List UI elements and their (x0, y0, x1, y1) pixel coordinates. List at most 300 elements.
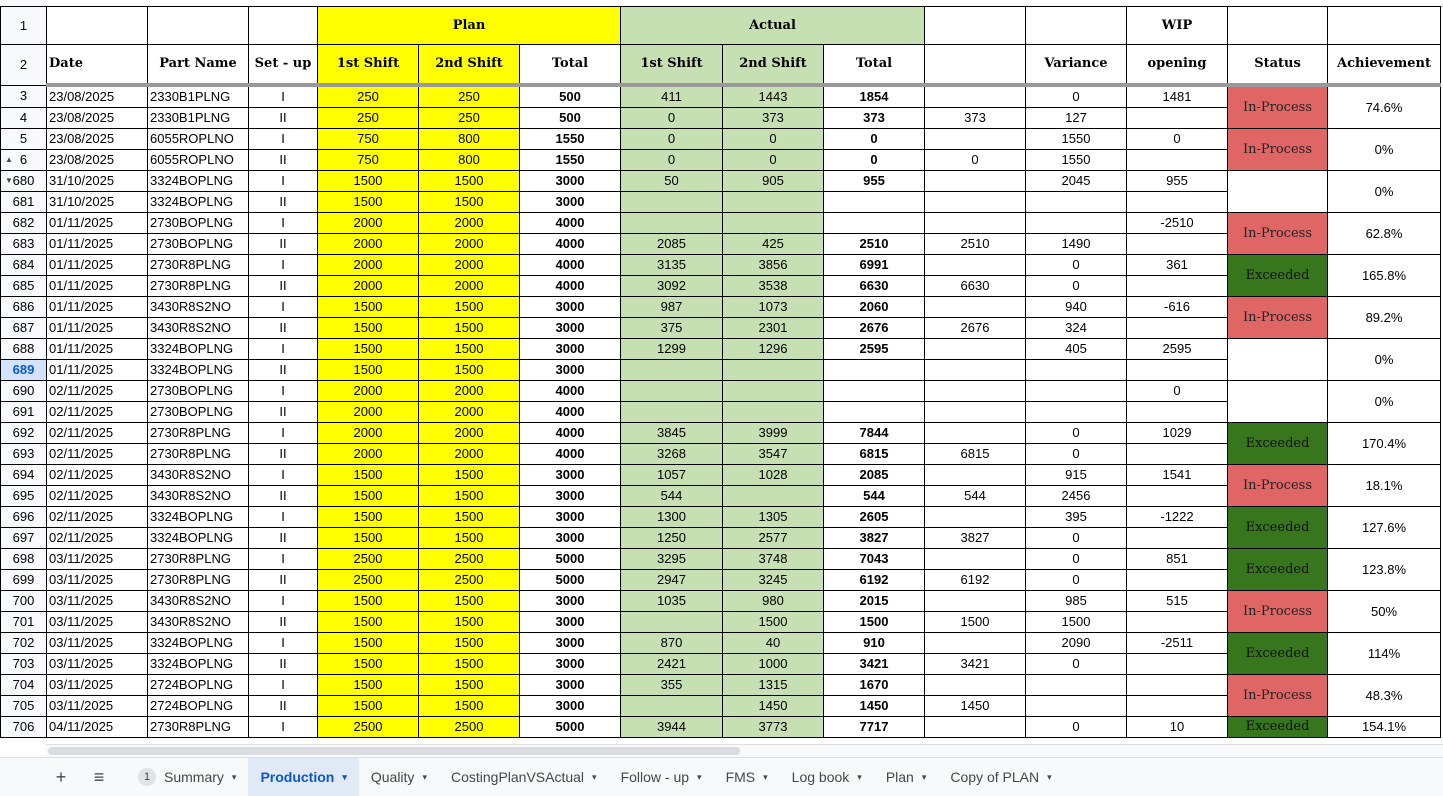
plan-1st-shift-cell[interactable]: 2500 (318, 570, 419, 591)
second-shift-total-cell[interactable]: 3827 (925, 528, 1026, 549)
variance-cell[interactable]: 0 (1026, 276, 1127, 297)
plan-2nd-shift-cell[interactable]: 1500 (419, 486, 520, 507)
actual-total-cell[interactable]: 0 (824, 129, 925, 150)
actual-2nd-shift-cell[interactable] (723, 486, 824, 507)
wip-opening-cell[interactable] (1127, 234, 1228, 255)
actual-2nd-shift-cell[interactable] (723, 360, 824, 381)
row-header[interactable] (1, 507, 47, 528)
plan-2nd-shift-cell[interactable]: 2000 (419, 381, 520, 402)
plan-1st-shift-cell[interactable]: 2000 (318, 213, 419, 234)
part-name-cell[interactable]: 3430R8S2NO (148, 591, 249, 612)
plan-2nd-shift-cell[interactable]: 800 (419, 129, 520, 150)
plan-2nd-shift-cell[interactable]: 1500 (419, 696, 520, 717)
date-cell[interactable]: 02/11/2025 (47, 486, 148, 507)
tab-dropdown-caret-icon[interactable]: ▾ (231, 771, 237, 782)
actual-2nd-shift-cell[interactable]: 905 (723, 171, 824, 192)
cell[interactable] (249, 7, 318, 45)
second-shift-total-cell[interactable]: 6192 (925, 570, 1026, 591)
actual-total-cell[interactable]: 2676 (824, 318, 925, 339)
second-shift-total-cell[interactable]: 2510 (925, 234, 1026, 255)
actual-2nd-shift-cell[interactable]: 3547 (723, 444, 824, 465)
row-header[interactable]: 2 (1, 45, 47, 86)
date-cell[interactable]: 03/11/2025 (47, 612, 148, 633)
setup-cell[interactable]: I (249, 255, 318, 276)
part-name-cell[interactable]: 2730R8PLNG (148, 717, 249, 738)
actual-2nd-shift-cell[interactable]: 3999 (723, 423, 824, 444)
variance-cell[interactable]: 985 (1026, 591, 1127, 612)
second-shift-total-cell[interactable] (925, 360, 1026, 381)
wip-opening-cell[interactable]: 1029 (1127, 423, 1228, 444)
part-name-cell[interactable]: 3430R8S2NO (148, 465, 249, 486)
row-header[interactable] (1, 234, 47, 255)
row-header[interactable] (1, 423, 47, 444)
cell[interactable] (1328, 7, 1441, 45)
status-cell[interactable]: Exceeded (1228, 423, 1328, 465)
actual-1st-shift-cell[interactable] (621, 612, 723, 633)
plan-2nd-shift-cell[interactable]: 1500 (419, 360, 520, 381)
actual-1st-shift-cell[interactable]: 1035 (621, 591, 723, 612)
date-cell[interactable]: 02/11/2025 (47, 528, 148, 549)
plan-total-cell[interactable]: 3000 (520, 465, 621, 486)
second-shift-total-cell[interactable] (925, 85, 1026, 108)
plan-total-cell[interactable]: 4000 (520, 381, 621, 402)
add-sheet-icon[interactable]: + (55, 766, 67, 787)
plan-total-cell[interactable]: 1550 (520, 129, 621, 150)
date-cell[interactable]: 02/11/2025 (47, 402, 148, 423)
plan-total-cell[interactable]: 3000 (520, 507, 621, 528)
plan-1st-shift-cell[interactable]: 1500 (318, 339, 419, 360)
part-name-cell[interactable]: 2724BOPLNG (148, 696, 249, 717)
actual-total-header[interactable]: Total (824, 45, 925, 86)
row-header[interactable] (1, 192, 47, 213)
date-cell[interactable]: 03/11/2025 (47, 570, 148, 591)
part-name-cell[interactable]: 2724BOPLNG (148, 675, 249, 696)
variance-cell[interactable]: 1490 (1026, 234, 1127, 255)
second-shift-total-cell[interactable]: 6630 (925, 276, 1026, 297)
second-shift-total-cell[interactable]: 2676 (925, 318, 1026, 339)
actual-total-cell[interactable]: 955 (824, 171, 925, 192)
status-cell[interactable]: In-Process (1228, 675, 1328, 717)
actual-1st-shift-cell[interactable]: 50 (621, 171, 723, 192)
date-cell[interactable]: 23/08/2025 (47, 129, 148, 150)
actual-1st-shift-cell[interactable]: 2947 (621, 570, 723, 591)
actual-1st-shift-cell[interactable]: 870 (621, 633, 723, 654)
part-name-cell[interactable]: 3324BOPLNG (148, 171, 249, 192)
actual-total-cell[interactable]: 6815 (824, 444, 925, 465)
plan-1st-shift-cell[interactable]: 250 (318, 108, 419, 129)
cell[interactable] (1228, 7, 1328, 45)
status-cell[interactable]: In-Process (1228, 591, 1328, 633)
plan-1st-shift-cell[interactable]: 1500 (318, 297, 419, 318)
date-cell[interactable]: 01/11/2025 (47, 213, 148, 234)
actual-total-cell[interactable]: 6630 (824, 276, 925, 297)
row-header[interactable] (1, 528, 47, 549)
part-name-cell[interactable]: 3324BOPLNG (148, 654, 249, 675)
variance-cell[interactable]: 0 (1026, 717, 1127, 738)
group-collapse-icon[interactable]: ▲ (5, 155, 13, 164)
actual-1st-shift-cell[interactable]: 1299 (621, 339, 723, 360)
plan-1st-shift-cell[interactable]: 2000 (318, 255, 419, 276)
plan-2nd-shift-cell[interactable]: 2000 (419, 402, 520, 423)
date-cell[interactable]: 03/11/2025 (47, 696, 148, 717)
wip-opening-cell[interactable]: -2510 (1127, 213, 1228, 234)
actual-1st-shift-cell[interactable]: 0 (621, 150, 723, 171)
actual-total-cell[interactable] (824, 360, 925, 381)
wip-opening-cell[interactable]: 0 (1127, 129, 1228, 150)
plan-1st-shift-cell[interactable]: 1500 (318, 591, 419, 612)
plan-total-cell[interactable]: 3000 (520, 591, 621, 612)
actual-1st-shift-cell[interactable]: 1300 (621, 507, 723, 528)
wip-opening-cell[interactable] (1127, 486, 1228, 507)
row-header[interactable] (1, 339, 47, 360)
part-name-cell[interactable]: 3324BOPLNG (148, 528, 249, 549)
actual-2nd-shift-cell[interactable]: 1028 (723, 465, 824, 486)
row-header[interactable] (1, 612, 47, 633)
part-name-cell[interactable]: 2730BOPLNG (148, 381, 249, 402)
plan-2nd-shift-cell[interactable]: 1500 (419, 318, 520, 339)
setup-cell[interactable]: II (249, 234, 318, 255)
row-header[interactable] (1, 675, 47, 696)
row-header[interactable] (1, 654, 47, 675)
setup-cell[interactable]: I (249, 423, 318, 444)
actual-1st-shift-cell[interactable]: 1250 (621, 528, 723, 549)
sheet-tab-summary[interactable] (126, 758, 248, 796)
wip-opening-cell[interactable]: -616 (1127, 297, 1228, 318)
wip-opening-cell[interactable] (1127, 654, 1228, 675)
plan-1st-shift-cell[interactable]: 1500 (318, 675, 419, 696)
plan-1st-shift-cell[interactable]: 1500 (318, 633, 419, 654)
setup-cell[interactable]: I (249, 339, 318, 360)
actual-total-cell[interactable]: 1500 (824, 612, 925, 633)
variance-cell[interactable]: 2090 (1026, 633, 1127, 654)
part-name-cell[interactable]: 6055ROPLNO (148, 129, 249, 150)
plan-2nd-shift-cell[interactable]: 2000 (419, 444, 520, 465)
plan-total-cell[interactable]: 3000 (520, 654, 621, 675)
setup-cell[interactable]: II (249, 444, 318, 465)
plan-2nd-shift-cell[interactable]: 1500 (419, 612, 520, 633)
achievement-cell[interactable]: 48.3% (1328, 675, 1441, 717)
variance-cell[interactable]: 0 (1026, 444, 1127, 465)
actual-1st-shift-cell[interactable] (621, 696, 723, 717)
actual-2nd-shift-cell[interactable]: 3538 (723, 276, 824, 297)
second-shift-total-cell[interactable] (925, 507, 1026, 528)
variance-cell[interactable]: 0 (1026, 85, 1127, 108)
actual-1st-shift-cell[interactable]: 375 (621, 318, 723, 339)
plan-total-cell[interactable]: 3000 (520, 612, 621, 633)
part-name-cell[interactable]: 2330B1PLNG (148, 108, 249, 129)
achievement-cell[interactable]: 165.8% (1328, 255, 1441, 297)
plan-total-cell[interactable]: 3000 (520, 696, 621, 717)
plan-1st-shift-cell[interactable]: 2000 (318, 444, 419, 465)
setup-cell[interactable]: II (249, 150, 318, 171)
status-cell[interactable]: In-Process (1228, 129, 1328, 171)
actual-1st-shift-cell[interactable] (621, 381, 723, 402)
date-cell[interactable]: 01/11/2025 (47, 360, 148, 381)
wip-opening-cell[interactable]: 955 (1127, 171, 1228, 192)
actual-2nd-shift-cell[interactable]: 1315 (723, 675, 824, 696)
wip-opening-cell[interactable]: 1481 (1127, 85, 1228, 108)
status-cell[interactable]: In-Process (1228, 297, 1328, 339)
setup-cell[interactable]: II (249, 612, 318, 633)
actual-1st-shift-cell[interactable]: 411 (621, 85, 723, 108)
date-cell[interactable]: 01/11/2025 (47, 255, 148, 276)
actual-2nd-shift-cell[interactable]: 1450 (723, 696, 824, 717)
wip-opening-cell[interactable] (1127, 570, 1228, 591)
row-header[interactable] (1, 696, 47, 717)
variance-cell[interactable] (1026, 192, 1127, 213)
plan-2nd-shift-cell[interactable]: 800 (419, 150, 520, 171)
actual-2nd-shift-cell[interactable]: 1073 (723, 297, 824, 318)
actual-1st-shift-cell[interactable]: 2421 (621, 654, 723, 675)
plan-total-cell[interactable]: 4000 (520, 444, 621, 465)
plan-1st-shift-cell[interactable]: 2500 (318, 549, 419, 570)
plan-group-header[interactable]: Plan (318, 7, 621, 45)
date-cell[interactable]: 03/11/2025 (47, 591, 148, 612)
variance-cell[interactable]: 1550 (1026, 150, 1127, 171)
actual-1st-shift-cell[interactable]: 3295 (621, 549, 723, 570)
cell[interactable] (1026, 7, 1127, 45)
plan-1st-shift-cell[interactable]: 2500 (318, 717, 419, 738)
part-name-cell[interactable]: 3430R8S2NO (148, 486, 249, 507)
actual-1st-shift-cell[interactable]: 355 (621, 675, 723, 696)
variance-cell[interactable]: 1550 (1026, 129, 1127, 150)
part-name-cell[interactable]: 2730R8PLNG (148, 255, 249, 276)
group-expand-icon[interactable]: ▼ (5, 176, 13, 185)
plan-total-cell[interactable]: 1550 (520, 150, 621, 171)
date-cell[interactable]: 01/11/2025 (47, 339, 148, 360)
row-header[interactable] (1, 129, 47, 150)
blank-header[interactable] (925, 45, 1026, 86)
setup-cell[interactable]: II (249, 654, 318, 675)
setup-cell[interactable]: II (249, 402, 318, 423)
part-name-cell[interactable]: 3324BOPLNG (148, 633, 249, 654)
actual-2nd-shift-cell[interactable]: 1443 (723, 85, 824, 108)
second-shift-total-cell[interactable] (925, 255, 1026, 276)
plan-total-cell[interactable]: 3000 (520, 339, 621, 360)
actual-group-header[interactable]: Actual (621, 7, 925, 45)
actual-1st-shift-cell[interactable]: 544 (621, 486, 723, 507)
actual-2nd-shift-cell[interactable] (723, 213, 824, 234)
setup-cell[interactable]: I (249, 507, 318, 528)
variance-cell[interactable]: 395 (1026, 507, 1127, 528)
part-name-cell[interactable]: 2330B1PLNG (148, 85, 249, 108)
row-header[interactable] (1, 150, 47, 171)
wip-opening-cell[interactable]: 515 (1127, 591, 1228, 612)
setup-cell[interactable]: I (249, 297, 318, 318)
date-cell[interactable]: 03/11/2025 (47, 633, 148, 654)
plan-1st-shift-cell[interactable]: 1500 (318, 654, 419, 675)
plan-1st-shift-cell[interactable]: 1500 (318, 612, 419, 633)
wip-opening-cell[interactable] (1127, 108, 1228, 129)
actual-total-cell[interactable]: 6991 (824, 255, 925, 276)
part-name-cell[interactable]: 2730R8PLNG (148, 423, 249, 444)
plan-total-cell[interactable]: 4000 (520, 276, 621, 297)
achievement-cell[interactable]: 62.8% (1328, 213, 1441, 255)
achievement-cell[interactable]: 114% (1328, 633, 1441, 675)
setup-header[interactable]: Set - up (249, 45, 318, 86)
achievement-cell[interactable]: 18.1% (1328, 465, 1441, 507)
setup-cell[interactable]: I (249, 591, 318, 612)
second-shift-total-cell[interactable] (925, 633, 1026, 654)
wip-opening-cell[interactable]: 851 (1127, 549, 1228, 570)
plan-1st-shift-cell[interactable]: 1500 (318, 360, 419, 381)
achievement-cell[interactable]: 0% (1328, 339, 1441, 381)
row-header[interactable] (1, 360, 47, 381)
setup-cell[interactable]: I (249, 381, 318, 402)
actual-1st-shift-cell[interactable] (621, 402, 723, 423)
setup-cell[interactable]: I (249, 549, 318, 570)
variance-cell[interactable]: 0 (1026, 528, 1127, 549)
row-header[interactable] (1, 633, 47, 654)
actual-total-cell[interactable]: 910 (824, 633, 925, 654)
tab-dropdown-caret-icon[interactable]: ▾ (921, 771, 927, 782)
row-header[interactable] (1, 591, 47, 612)
tab-dropdown-caret-icon[interactable]: ▾ (342, 771, 347, 782)
date-cell[interactable]: 23/08/2025 (47, 150, 148, 171)
sheet-tab-production[interactable] (248, 758, 358, 796)
plan-total-cell[interactable]: 4000 (520, 255, 621, 276)
plan-total-cell[interactable]: 3000 (520, 675, 621, 696)
plan-1st-shift-cell[interactable]: 750 (318, 150, 419, 171)
setup-cell[interactable]: II (249, 696, 318, 717)
actual-1st-shift-cell[interactable]: 0 (621, 129, 723, 150)
plan-1st-shift-cell[interactable]: 1500 (318, 465, 419, 486)
wip-opening-header[interactable]: opening (1127, 45, 1228, 86)
row-header[interactable] (1, 717, 47, 738)
row-header[interactable] (1, 444, 47, 465)
actual-total-cell[interactable]: 2510 (824, 234, 925, 255)
part-name-cell[interactable]: 3324BOPLNG (148, 192, 249, 213)
plan-total-cell[interactable]: 3000 (520, 192, 621, 213)
row-header[interactable] (1, 276, 47, 297)
plan-1st-shift-cell[interactable]: 1500 (318, 171, 419, 192)
setup-cell[interactable]: I (249, 171, 318, 192)
variance-header[interactable]: Variance (1026, 45, 1127, 86)
second-shift-total-cell[interactable]: 0 (925, 150, 1026, 171)
second-shift-total-cell[interactable]: 3421 (925, 654, 1026, 675)
plan-total-cell[interactable]: 3000 (520, 360, 621, 381)
actual-2nd-shift-cell[interactable]: 1305 (723, 507, 824, 528)
wip-opening-cell[interactable] (1127, 528, 1228, 549)
actual-2nd-shift-cell[interactable]: 3773 (723, 717, 824, 738)
actual-total-cell[interactable]: 2015 (824, 591, 925, 612)
plan-1st-shift-cell[interactable]: 250 (318, 85, 419, 108)
sheet-tab-log-book[interactable] (780, 758, 874, 796)
variance-cell[interactable]: 0 (1026, 654, 1127, 675)
plan-2nd-shift-cell[interactable]: 2000 (419, 423, 520, 444)
plan-1st-shift-cell[interactable]: 2000 (318, 402, 419, 423)
achievement-header[interactable]: Achievement (1328, 45, 1441, 86)
setup-cell[interactable]: I (249, 633, 318, 654)
actual-2nd-shift-cell[interactable]: 40 (723, 633, 824, 654)
second-shift-total-cell[interactable] (925, 213, 1026, 234)
variance-cell[interactable] (1026, 402, 1127, 423)
wip-opening-cell[interactable] (1127, 444, 1228, 465)
actual-2nd-shift-cell[interactable]: 1500 (723, 612, 824, 633)
date-cell[interactable]: 31/10/2025 (47, 192, 148, 213)
plan-1st-shift-header[interactable]: 1st Shift (318, 45, 419, 86)
plan-2nd-shift-cell[interactable]: 1500 (419, 654, 520, 675)
part-name-header[interactable]: Part Name (148, 45, 249, 86)
variance-cell[interactable] (1026, 696, 1127, 717)
variance-cell[interactable]: 2456 (1026, 486, 1127, 507)
actual-total-cell[interactable]: 373 (824, 108, 925, 129)
part-name-cell[interactable]: 2730BOPLNG (148, 213, 249, 234)
variance-cell[interactable] (1026, 360, 1127, 381)
wip-opening-cell[interactable]: 1541 (1127, 465, 1228, 486)
plan-2nd-shift-cell[interactable]: 2500 (419, 549, 520, 570)
status-cell[interactable]: Exceeded (1228, 633, 1328, 675)
achievement-cell[interactable]: 0% (1328, 171, 1441, 213)
actual-2nd-shift-cell[interactable]: 3245 (723, 570, 824, 591)
plan-2nd-shift-cell[interactable]: 1500 (419, 297, 520, 318)
sheet-tab-quality[interactable] (359, 758, 439, 796)
plan-2nd-shift-cell[interactable]: 2500 (419, 570, 520, 591)
actual-total-cell[interactable]: 1854 (824, 85, 925, 108)
part-name-cell[interactable]: 2730R8PLNG (148, 444, 249, 465)
plan-1st-shift-cell[interactable]: 2000 (318, 381, 419, 402)
wip-opening-cell[interactable] (1127, 696, 1228, 717)
plan-2nd-shift-cell[interactable]: 1500 (419, 675, 520, 696)
plan-2nd-shift-cell[interactable]: 2000 (419, 276, 520, 297)
row-header[interactable] (1, 318, 47, 339)
plan-2nd-shift-cell[interactable]: 2000 (419, 255, 520, 276)
part-name-cell[interactable]: 3324BOPLNG (148, 360, 249, 381)
wip-opening-cell[interactable]: -2511 (1127, 633, 1228, 654)
setup-cell[interactable]: I (249, 717, 318, 738)
second-shift-total-cell[interactable]: 1500 (925, 612, 1026, 633)
variance-cell[interactable]: 324 (1026, 318, 1127, 339)
second-shift-total-cell[interactable] (925, 171, 1026, 192)
actual-1st-shift-cell[interactable] (621, 360, 723, 381)
wip-opening-cell[interactable] (1127, 402, 1228, 423)
plan-1st-shift-cell[interactable]: 1500 (318, 486, 419, 507)
second-shift-total-cell[interactable] (925, 591, 1026, 612)
variance-cell[interactable]: 0 (1026, 549, 1127, 570)
part-name-cell[interactable]: 2730R8PLNG (148, 549, 249, 570)
variance-cell[interactable]: 405 (1026, 339, 1127, 360)
actual-2nd-shift-cell[interactable]: 373 (723, 108, 824, 129)
plan-total-cell[interactable]: 5000 (520, 570, 621, 591)
setup-cell[interactable]: II (249, 486, 318, 507)
wip-opening-cell[interactable] (1127, 318, 1228, 339)
second-shift-total-cell[interactable] (925, 465, 1026, 486)
variance-cell[interactable]: 127 (1026, 108, 1127, 129)
wip-opening-cell[interactable]: 10 (1127, 717, 1228, 738)
plan-2nd-shift-cell[interactable]: 2000 (419, 234, 520, 255)
achievement-cell[interactable]: 127.6% (1328, 507, 1441, 549)
plan-1st-shift-cell[interactable]: 1500 (318, 318, 419, 339)
plan-2nd-shift-cell[interactable]: 1500 (419, 171, 520, 192)
actual-total-cell[interactable]: 544 (824, 486, 925, 507)
plan-1st-shift-cell[interactable]: 2000 (318, 276, 419, 297)
plan-total-cell[interactable]: 4000 (520, 234, 621, 255)
date-cell[interactable]: 03/11/2025 (47, 549, 148, 570)
tab-dropdown-caret-icon[interactable]: ▾ (697, 771, 702, 782)
variance-cell[interactable] (1026, 381, 1127, 402)
plan-1st-shift-cell[interactable]: 1500 (318, 528, 419, 549)
row-header[interactable] (1, 297, 47, 318)
date-cell[interactable]: 02/11/2025 (47, 444, 148, 465)
plan-2nd-shift-cell[interactable]: 1500 (419, 633, 520, 654)
plan-2nd-shift-cell[interactable]: 1500 (419, 591, 520, 612)
actual-total-cell[interactable]: 2085 (824, 465, 925, 486)
actual-1st-shift-cell[interactable]: 3845 (621, 423, 723, 444)
actual-total-cell[interactable]: 2605 (824, 507, 925, 528)
variance-cell[interactable]: 0 (1026, 570, 1127, 591)
plan-1st-shift-cell[interactable]: 1500 (318, 507, 419, 528)
plan-2nd-shift-cell[interactable]: 1500 (419, 507, 520, 528)
